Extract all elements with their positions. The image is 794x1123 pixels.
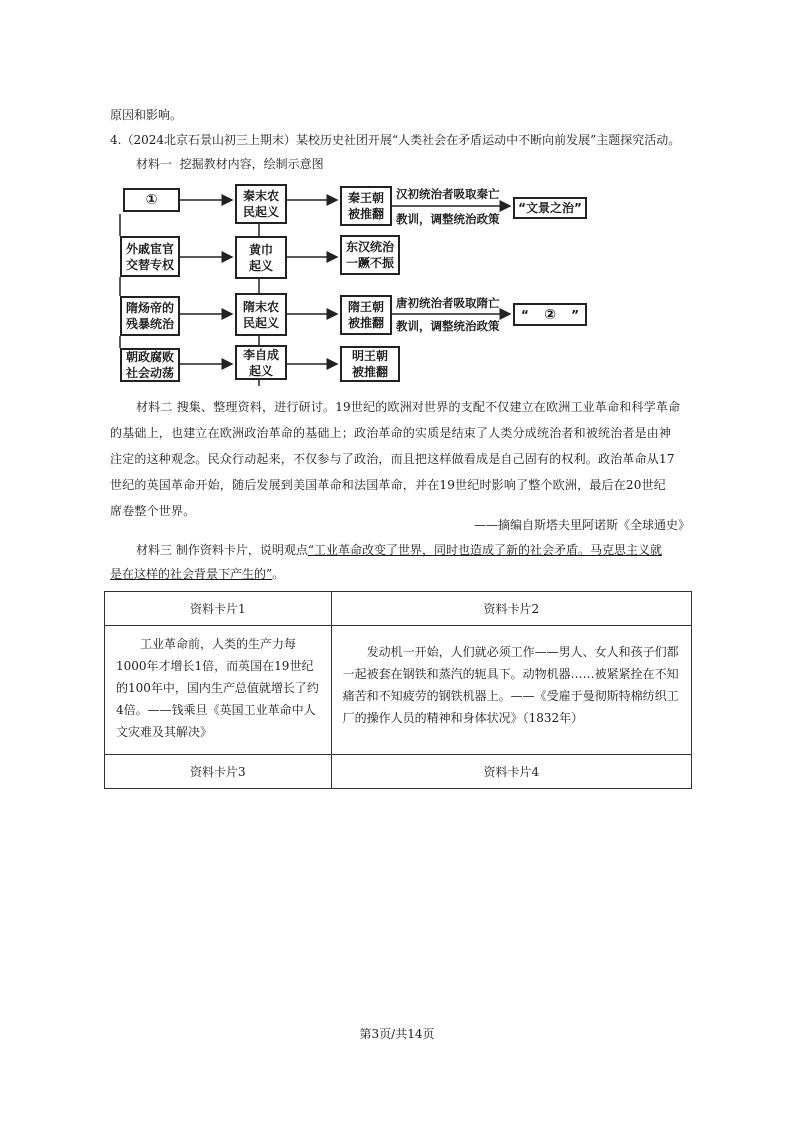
- c2-r1-line1: 秦末农: [242, 189, 279, 203]
- page-footer: 第3页/共14页: [359, 1027, 435, 1041]
- card2-text: 发动机一开始，人们就必须工作——男人、女人和孩子们都一起被套在钢铁和蒸汽的轭具下。动物机器……被紧紧拴在不知痛苦和不知疲劳的钢铁机器上。——《受雇于曼彻斯特棉纺织工厂的操作人员的精神和身体状况》（1832年）: [342, 645, 679, 725]
- diagram-box-c1-r4: [120, 348, 180, 382]
- diagram-box-c3-r2: [340, 235, 400, 275]
- c2-r4-line2: 起义: [248, 363, 273, 378]
- material2-line-1: 材料二 搜集、整理资料，进行研讨。19世纪的欧洲对世界的支配不仅建立在欧洲工业革命和科学革命: [136, 400, 681, 414]
- result-2-open-quote: “: [521, 307, 529, 322]
- card1-text: 工业革命前，人类的生产力每1000年才增长1倍，而英国在19世纪的100年中，国内生产总值就增长了约4倍。——钱乘旦《英国工业革命中人文灾难及其解决》: [116, 637, 319, 739]
- material2-line-4: 世纪的英国革命开始，随后发展到美国革命和法国革命，并在19世纪时影响了整个欧洲，最后在20世纪: [110, 478, 666, 492]
- material3-suffix: 。: [272, 567, 285, 581]
- material2-paragraph: [110, 394, 690, 524]
- annotation-row3-line2: 教训，调整统治政策: [396, 319, 500, 333]
- blank-1-label: ①: [145, 192, 158, 208]
- c3-r1-line1: 秦王朝: [347, 191, 384, 205]
- question-number: 4.: [110, 133, 122, 147]
- diagram-box-c3-r4: [340, 346, 400, 382]
- c3-r2-line2: 一蹶不振: [345, 256, 394, 270]
- result-1-label: “文景之治”: [518, 201, 582, 215]
- c1-r2-line2: 交替专权: [125, 257, 174, 272]
- c3-r2-line1: 东汉统治: [345, 240, 394, 254]
- c2-r4-line1: 李自成: [242, 347, 279, 362]
- c3-r1-line2: 被推翻: [347, 207, 384, 221]
- material2-line-3: 注定的这种观念。民众行动起来，不仅参与了政治，而且把这样做看成是自己固有的权利。政治革命从17: [110, 452, 675, 466]
- c2-r1-line2: 民起义: [242, 205, 279, 219]
- diagram-blank-1: [123, 188, 180, 212]
- card4-title: 资料卡片4: [331, 755, 691, 789]
- c2-r2-line2: 起义: [248, 258, 273, 273]
- diagram-box-c2-r3: [235, 293, 287, 336]
- question-source: （2024北京石景山初三上期末）: [121, 133, 296, 147]
- diagram-box-c2-r2: [235, 236, 287, 279]
- material3-quote-part2: 是在这样的社会背景下产生的”: [110, 567, 273, 581]
- c2-r2-line1: 黄巾: [248, 242, 273, 257]
- material1-text: 挖掘教材内容，绘制示意图: [179, 157, 324, 171]
- diagram-box-c1-r3: [120, 296, 180, 336]
- c1-r3-line1: 隋炀帝的: [125, 301, 174, 315]
- question-text: 某校历史社团开展“人类社会在矛盾运动中不断向前发展”主题探究活动。: [296, 133, 681, 147]
- material3-line2: [110, 565, 284, 583]
- diagram-result-blank-2: [513, 303, 587, 326]
- c1-r4-line2: 社会动荡: [125, 366, 174, 380]
- diagram-box-c2-r1: [235, 184, 287, 224]
- diagram-box-c2-r4: [235, 345, 287, 380]
- annotation-row1-line1: 汉初统治者吸取秦亡: [396, 187, 500, 201]
- c2-r3-line1: 隋末农: [242, 299, 279, 314]
- intro-tail-text: 原因和影响。: [110, 108, 183, 122]
- card2-title: 资料卡片2: [331, 592, 691, 626]
- c1-r3-line2: 残暴统治: [125, 317, 174, 331]
- c1-r4-line1: 朝政腐败: [125, 350, 174, 364]
- material2-citation: ——摘编自斯塔夫里阿诺斯《全球通史》: [473, 518, 690, 532]
- material3-prefix: 材料三 制作资料卡片，说明观点: [136, 543, 308, 557]
- diagram-result-1: [513, 197, 587, 219]
- result-2-blank: ②: [544, 306, 556, 323]
- c3-r3-line2: 被推翻: [347, 316, 384, 330]
- c3-r4-line2: 被推翻: [351, 365, 388, 379]
- annotation-row3-line1: 唐初统治者吸取隋亡: [396, 296, 500, 310]
- c3-r4-line1: 明王朝: [351, 349, 388, 363]
- material3-line1: [136, 541, 662, 559]
- annotation-row1-line2: 教训，调整统治政策: [396, 212, 500, 226]
- diagram-box-c3-r1: [340, 186, 392, 226]
- c2-r3-line2: 民起义: [242, 315, 279, 330]
- c3-r3-line1: 隋王朝: [347, 300, 384, 314]
- card2-body: [331, 626, 691, 755]
- material2-line-5: 席卷整个世界。: [110, 504, 196, 518]
- material2-line-2: 的基础上，也建立在欧洲政治革命的基础上；政治革命的实质是结束了人类分成统治者和被统治者是由神: [110, 426, 672, 440]
- material1-label: 材料一: [136, 157, 173, 171]
- card3-title: 资料卡片3: [105, 755, 332, 789]
- diagram-box-c3-r3: [340, 295, 392, 335]
- diagram-box-c1-r2: [120, 236, 180, 277]
- result-2-close-quote: ”: [571, 307, 579, 322]
- material-cards-table: [104, 591, 692, 789]
- material3-quote-part1: “工业革命改变了世界，同时也造成了新的社会矛盾。马克思主义就: [307, 543, 662, 557]
- card1-title: 资料卡片1: [105, 592, 332, 626]
- card1-body: [105, 626, 332, 755]
- c1-r2-line1: 外戚宦官: [125, 241, 174, 256]
